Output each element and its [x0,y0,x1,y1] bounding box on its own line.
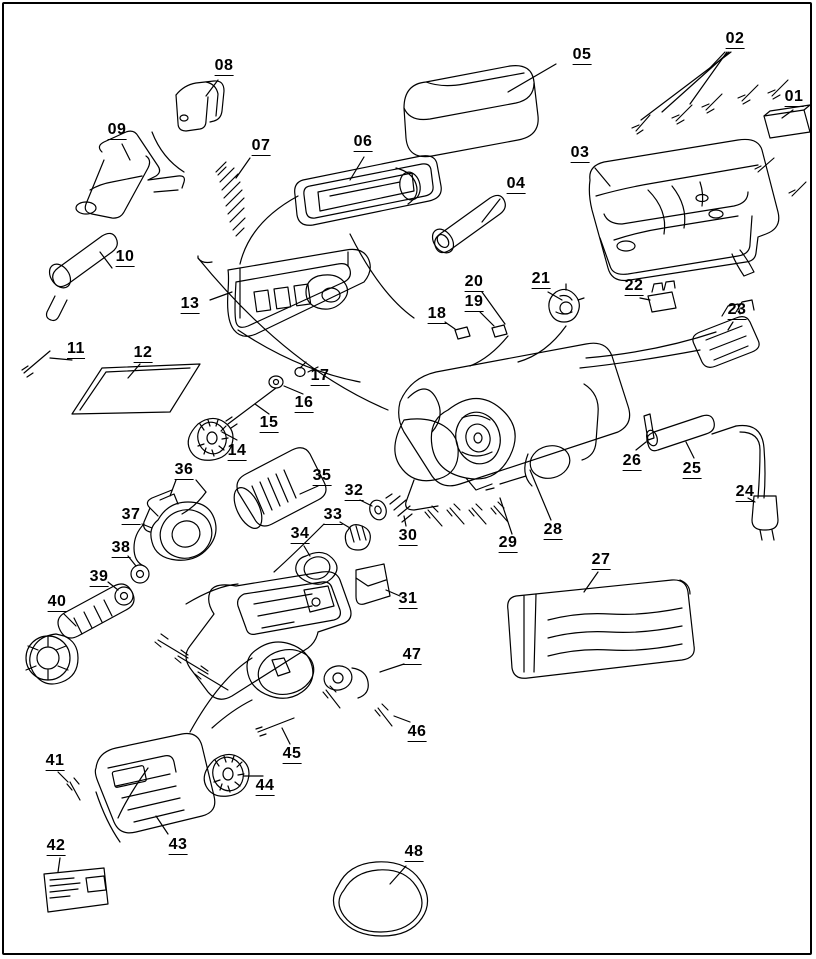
callout-34: 34 [290,525,310,542]
callout-35: 35 [312,467,332,484]
callout-41: 41 [45,752,65,769]
callout-38: 38 [111,539,131,556]
callout-29: 29 [498,534,518,551]
callout-12: 12 [133,344,153,361]
callout-45: 45 [282,745,302,762]
callout-46: 46 [407,723,427,740]
callout-47: 47 [402,646,422,663]
callout-27: 27 [591,551,611,568]
callout-13: 13 [180,295,200,312]
callout-42: 42 [46,837,66,854]
callout-08: 08 [214,57,234,74]
callout-36: 36 [174,461,194,478]
callout-10: 10 [115,248,135,265]
callout-06: 06 [353,133,373,150]
callout-30: 30 [398,527,418,544]
callout-07: 07 [251,137,271,154]
callout-21: 21 [531,270,551,287]
callout-09: 09 [107,121,127,138]
callout-28: 28 [543,521,563,538]
callout-31: 31 [398,590,418,607]
callout-02: 02 [725,30,745,47]
callout-15: 15 [259,414,279,431]
callout-23: 23 [727,301,747,318]
callout-39: 39 [89,568,109,585]
callout-20: 20 [464,273,484,290]
callout-37: 37 [121,506,141,523]
callout-26: 26 [622,452,642,469]
callout-01: 01 [784,88,804,105]
callout-32: 32 [344,482,364,499]
callout-24: 24 [735,483,755,500]
callout-44: 44 [255,777,275,794]
callout-18: 18 [427,305,447,322]
callout-11: 11 [67,340,85,357]
callout-40: 40 [47,593,67,610]
callout-17: 17 [310,367,330,384]
callout-05: 05 [572,46,592,63]
callout-25: 25 [682,460,702,477]
callout-22: 22 [624,277,644,294]
callout-48: 48 [404,843,424,860]
callout-14: 14 [227,442,247,459]
callout-03: 03 [570,144,590,161]
callout-43: 43 [168,836,188,853]
callout-04: 04 [506,175,526,192]
callout-33: 33 [323,506,343,523]
callout-19: 19 [464,293,484,310]
callout-16: 16 [294,394,314,411]
